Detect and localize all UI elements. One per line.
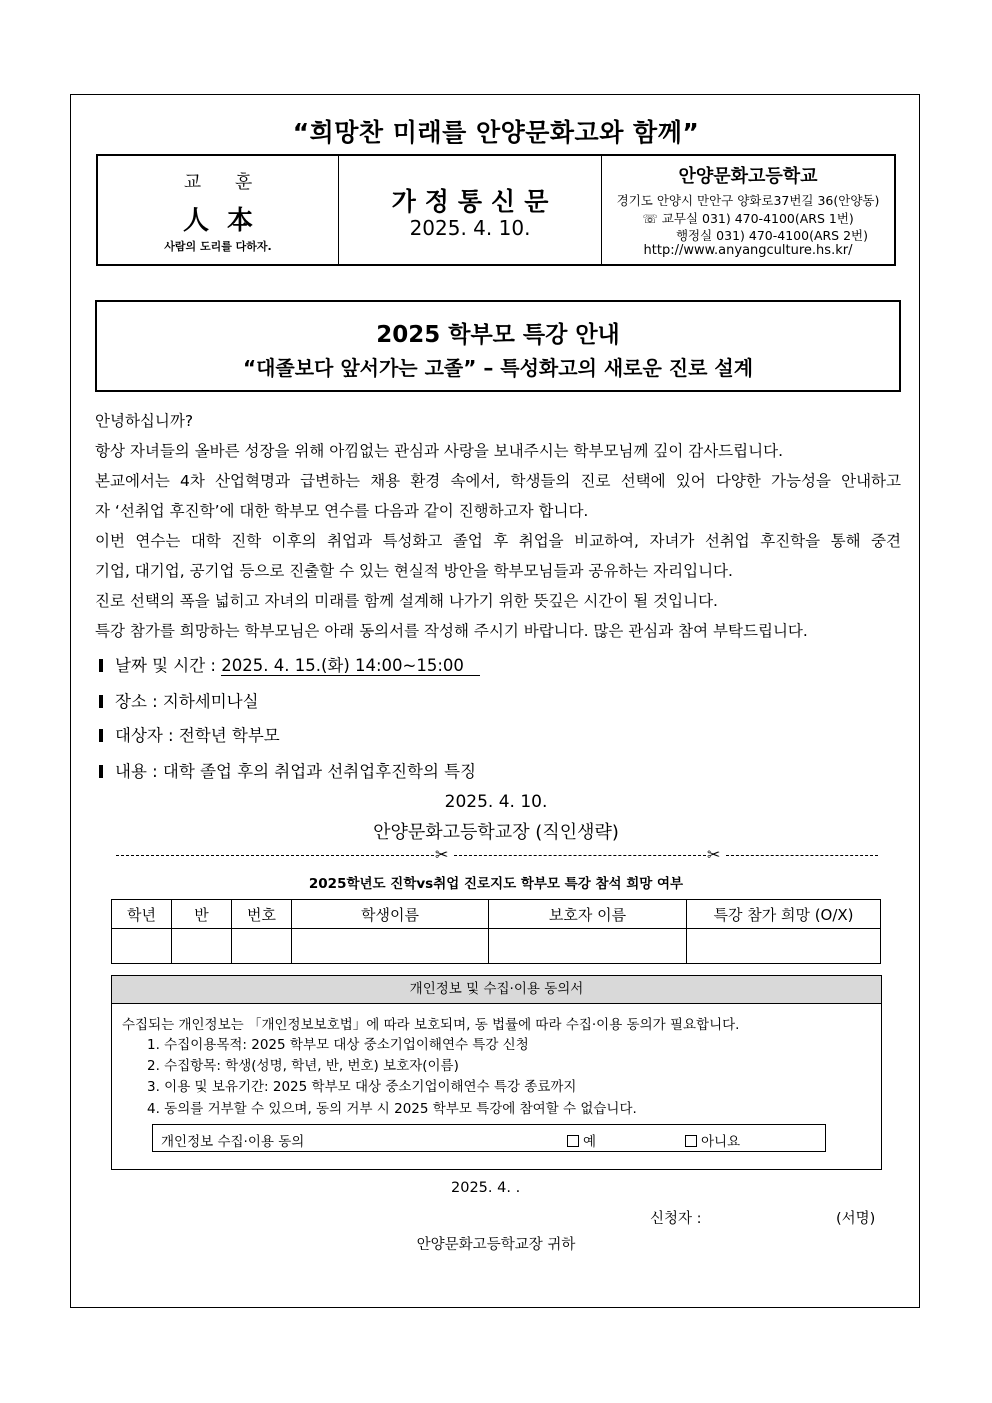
addressee: 안양문화고등학교장 귀하 xyxy=(416,1237,576,1253)
col-student-name: 학생이름 xyxy=(292,900,489,929)
letter-title: 가정통신문 xyxy=(391,187,558,216)
col-attendance: 특강 참가 희망 (O/X) xyxy=(687,900,881,929)
info-datetime xyxy=(99,652,480,676)
bullet-marker xyxy=(99,659,103,672)
body-line: 기업, 대기업, 공기업 등으로 진출할 수 있는 현실적 방안을 학부모님들과 공유하는 자리입니다. xyxy=(95,562,733,580)
reply-table xyxy=(111,899,881,964)
agree-yes-option[interactable] xyxy=(567,1130,596,1150)
attendance-field[interactable] xyxy=(687,929,881,964)
letter-header xyxy=(96,154,896,266)
target-text: 대상자 : 전학년 학부모 xyxy=(115,726,280,745)
signoff-principal: 안양문화고등학교장 (직인생략) xyxy=(373,822,619,843)
bullet-marker xyxy=(99,765,103,778)
motto-hanja: 人本 xyxy=(182,206,271,236)
body-line: 본교에서는 4차 산업혁명과 급변하는 채용 환경 속에서, 학생들의 진로 선택에 있어 다양한 가능성을 안내하고 xyxy=(95,472,901,490)
col-class: 반 xyxy=(172,900,232,929)
info-place xyxy=(99,688,259,712)
school-address: 경기도 안양시 만안구 양화로37번길 36(안양동) xyxy=(616,193,880,208)
notice-title-box xyxy=(95,300,901,392)
scissors-icon: ✂ xyxy=(435,845,449,864)
notice-body xyxy=(95,406,901,646)
body-line: 특강 참가를 희망하는 학부모님은 아래 동의서를 작성해 주시기 바랍니다. 많은 관심과 참여 부탁드립니다. xyxy=(95,622,808,640)
school-phone-admin: 행정실 031) 470-4100(ARS 2번) xyxy=(675,228,868,243)
no-checkbox[interactable] xyxy=(685,1135,697,1147)
consent-item: 1. 수집이용목적: 2025 학부모 대상 중소기업이해연수 특강 신청 xyxy=(147,1037,529,1053)
yes-label: 예 xyxy=(583,1134,597,1150)
consent-box xyxy=(111,975,882,1170)
motto-description: 사람의 도리를 다하자. xyxy=(164,240,272,253)
cut-line xyxy=(116,845,878,865)
datetime-value: 2025. 4. 15.(화) 14:00~15:00 xyxy=(221,656,480,676)
apply-date[interactable]: 2025. 4. . xyxy=(451,1180,521,1196)
col-grade: 학년 xyxy=(112,900,172,929)
motto-label: 교 훈 xyxy=(183,172,267,193)
reply-entry-row xyxy=(112,929,881,964)
applicant-label: 신청자 : xyxy=(650,1211,702,1227)
body-line: 진로 선택의 폭을 넓히고 자녀의 미래를 함께 설계해 나가기 위한 뜻깊은 시간이 될 것입니다. xyxy=(95,592,718,610)
body-line: 이번 연수는 대학 진학 이후의 취업과 특성화고 졸업 후 취업을 비교하여, 자녀가 선취업 후진학을 통해 중견 xyxy=(95,532,901,550)
bullet-marker xyxy=(99,695,103,708)
body-line: 안녕하십니까? xyxy=(95,412,194,430)
agree-label: 개인정보 수집·이용 동의 xyxy=(161,1134,305,1150)
col-number: 번호 xyxy=(232,900,292,929)
consent-item: 2. 수집항목: 학생(성명, 학년, 반, 번호) 보호자(이름) xyxy=(147,1058,459,1074)
yes-checkbox[interactable] xyxy=(567,1135,579,1147)
guardian-name-field[interactable] xyxy=(489,929,687,964)
body-line: 자 ‘선취업 후진학’에 대한 학부모 연수를 다음과 같이 진행하고자 합니다. xyxy=(95,502,589,520)
dash-segment xyxy=(116,855,434,856)
signoff-date: 2025. 4. 10. xyxy=(444,792,548,812)
dash-segment xyxy=(454,855,706,856)
school-phone-office: ☏ 교무실 031) 470-4100(ARS 1번) xyxy=(642,211,854,226)
school-name: 안양문화고등학교 xyxy=(678,166,818,187)
student-name-field[interactable] xyxy=(292,929,489,964)
col-guardian-name: 보호자 이름 xyxy=(489,900,687,929)
letter-title-cell xyxy=(338,156,601,264)
consent-header: 개인정보 및 수집·이용 동의서 xyxy=(112,976,881,1004)
school-motto xyxy=(98,156,338,264)
dash-segment xyxy=(726,855,878,856)
body-line: 항상 자녀들의 올바른 성장을 위해 아낌없는 관심과 사랑을 보내주시는 학부모님께 깊이 감사드립니다. xyxy=(95,442,783,460)
number-field[interactable] xyxy=(232,929,292,964)
datetime-label: 날짜 및 시간 : xyxy=(115,656,222,675)
consent-intro: 수집되는 개인정보는 「개인정보보호법」에 따라 보호되며, 동 법률에 따라 수집·이용 동의가 필요합니다. xyxy=(122,1017,740,1033)
notice-subtitle: “대졸보다 앞서가는 고졸” – 특성화고의 새로운 진로 설계 xyxy=(242,356,754,380)
info-target xyxy=(99,722,280,746)
agree-no-option[interactable] xyxy=(685,1130,740,1150)
consent-item: 4. 동의를 거부할 수 있으며, 동의 거부 시 2025 학부모 특강에 참여할 수 없습니다. xyxy=(147,1101,637,1117)
reply-header-row xyxy=(112,900,881,929)
grade-field[interactable] xyxy=(112,929,172,964)
consent-agree-row xyxy=(152,1124,826,1152)
reply-form-title: 2025학년도 진학vs취업 진로지도 학부모 특강 참석 희망 여부 xyxy=(308,876,684,892)
content-text: 내용 : 대학 졸업 후의 취업과 선취업후진학의 특징 xyxy=(115,762,477,781)
bullet-marker xyxy=(99,729,103,742)
info-content xyxy=(99,758,476,782)
applicant-line xyxy=(650,1207,876,1228)
notice-title: 2025 학부모 특강 안내 xyxy=(376,322,620,348)
consent-item: 3. 이용 및 보유기간: 2025 학부모 대상 중소기업이해연수 특강 종료까지 xyxy=(147,1079,577,1095)
letter-date: 2025. 4. 10. xyxy=(409,216,531,240)
place-text: 장소 : 지하세미나실 xyxy=(115,692,259,711)
class-field[interactable] xyxy=(172,929,232,964)
school-url[interactable]: http://www.anyangculture.hs.kr/ xyxy=(643,243,853,258)
school-info xyxy=(601,156,894,264)
signature-label: (서명) xyxy=(836,1211,876,1227)
no-label: 아니요 xyxy=(701,1134,741,1150)
school-slogan: “희망찬 미래를 안양문화고와 함께” xyxy=(292,118,700,147)
scissors-icon: ✂ xyxy=(707,845,721,864)
